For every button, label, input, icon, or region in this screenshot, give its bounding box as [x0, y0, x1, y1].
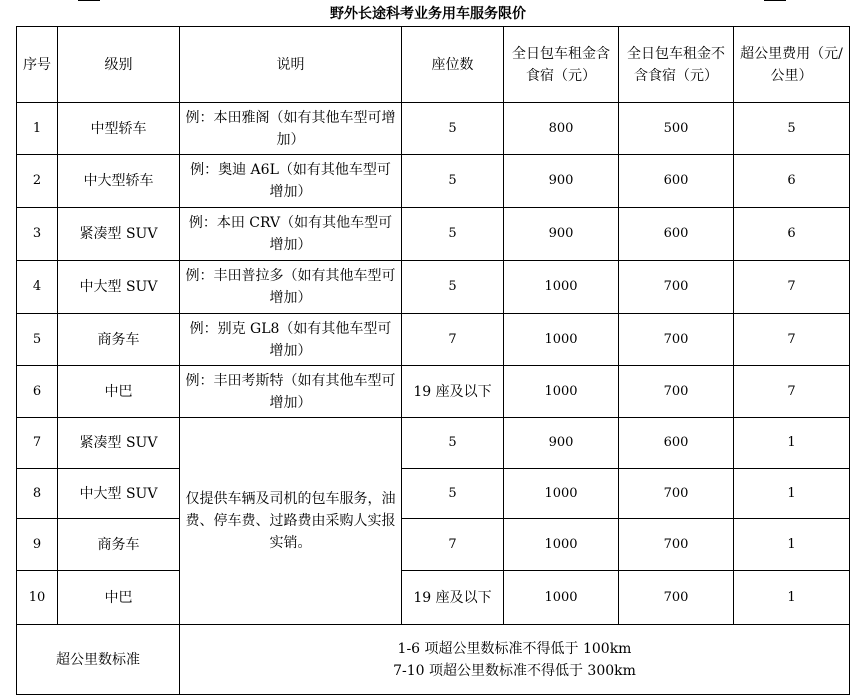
row-level: 中大型轿车: [58, 155, 180, 208]
row-index: 6: [17, 366, 58, 418]
row-extra-km-fee: 7: [734, 314, 850, 366]
row-rent-without-meals: 600: [619, 208, 734, 261]
row-seats: 5: [402, 261, 504, 314]
row-seats: 5: [402, 155, 504, 208]
header-rent-with-meals: 全日包车租金含食宿（元）: [504, 27, 619, 103]
row-desc: 例：奥迪 A6L（如有其他车型可增加）: [180, 155, 402, 208]
row-desc: 例：丰田考斯特（如有其他车型可增加）: [180, 366, 402, 418]
header-level: 级别: [58, 27, 180, 103]
header-extra-km-fee: 超公里费用（元/公里）: [734, 27, 850, 103]
row-rent-with-meals: 1000: [504, 314, 619, 366]
footer-rule-line1: 1-6 项超公里数标准不得低于 100km: [397, 640, 632, 657]
row-level: 商务车: [58, 314, 180, 366]
row-desc: 例：本田雅阁（如有其他车型可增加）: [180, 103, 402, 155]
row-level: 商务车: [58, 519, 180, 571]
row-seats: 5: [402, 418, 504, 469]
row-seats: 19 座及以下: [402, 571, 504, 625]
table-row: [17, 261, 850, 314]
row-seats: 7: [402, 314, 504, 366]
header-desc: 说明: [180, 27, 402, 103]
row-seats: 19 座及以下: [402, 366, 504, 418]
row-level: 紧凑型 SUV: [58, 208, 180, 261]
corner-mark-right: [764, 0, 786, 1]
row-index: 2: [17, 155, 58, 208]
row-level: 中大型 SUV: [58, 469, 180, 519]
row-rent-with-meals: 1000: [504, 366, 619, 418]
row-rent-without-meals: 700: [619, 366, 734, 418]
row-index: 3: [17, 208, 58, 261]
footer-rule-line2: 7-10 项超公里数标准不得低于 300km: [393, 662, 636, 679]
row-desc: 例：本田 CRV（如有其他车型可增加）: [180, 208, 402, 261]
table-row: [17, 208, 850, 261]
table-row: [17, 314, 850, 366]
row-index: 4: [17, 261, 58, 314]
table-row: [17, 418, 850, 469]
row-rent-with-meals: 1000: [504, 261, 619, 314]
row-desc: 例：别克 GL8（如有其他车型可增加）: [180, 314, 402, 366]
row-seats: 7: [402, 519, 504, 571]
table-row: [17, 155, 850, 208]
row-rent-with-meals: 1000: [504, 519, 619, 571]
row-desc: 例：丰田普拉多（如有其他车型可增加）: [180, 261, 402, 314]
header-row: [17, 27, 850, 103]
row-index: 1: [17, 103, 58, 155]
footer-rules: [180, 625, 850, 695]
row-index: 9: [17, 519, 58, 571]
row-index: 5: [17, 314, 58, 366]
row-extra-km-fee: 1: [734, 418, 850, 469]
row-extra-km-fee: 7: [734, 261, 850, 314]
table-row: [17, 103, 850, 155]
row-rent-without-meals: 700: [619, 261, 734, 314]
row-index: 10: [17, 571, 58, 625]
row-extra-km-fee: 5: [734, 103, 850, 155]
row-rent-with-meals: 900: [504, 208, 619, 261]
row-rent-with-meals: 800: [504, 103, 619, 155]
row-level: 中大型 SUV: [58, 261, 180, 314]
row-seats: 5: [402, 469, 504, 519]
table-row: [17, 571, 850, 625]
row-level: 中巴: [58, 571, 180, 625]
table-row: [17, 469, 850, 519]
table-row: [17, 366, 850, 418]
row-index: 7: [17, 418, 58, 469]
row-extra-km-fee: 1: [734, 571, 850, 625]
header-seats: 座位数: [402, 27, 504, 103]
footer-row: [17, 625, 850, 695]
row-rent-with-meals: 1000: [504, 571, 619, 625]
header-rent-without-meals: 全日包车租金不含食宿（元）: [619, 27, 734, 103]
row-rent-with-meals: 1000: [504, 469, 619, 519]
row-extra-km-fee: 1: [734, 469, 850, 519]
row-index: 8: [17, 469, 58, 519]
row-rent-without-meals: 600: [619, 418, 734, 469]
merged-desc-7-10: 仅提供车辆及司机的包车服务，油费、停车费、过路费由采购人实报实销。: [180, 418, 402, 625]
row-rent-without-meals: 600: [619, 155, 734, 208]
row-rent-without-meals: 700: [619, 519, 734, 571]
header-index: 序号: [17, 27, 58, 103]
row-level: 中巴: [58, 366, 180, 418]
row-rent-without-meals: 700: [619, 571, 734, 625]
row-extra-km-fee: 6: [734, 208, 850, 261]
row-rent-without-meals: 700: [619, 469, 734, 519]
corner-mark-left: [78, 0, 100, 1]
document-title: 野外长途科考业务用车服务限价: [330, 6, 526, 22]
row-rent-without-meals: 500: [619, 103, 734, 155]
row-level: 紧凑型 SUV: [58, 418, 180, 469]
table-row: [17, 519, 850, 571]
row-rent-with-meals: 900: [504, 155, 619, 208]
row-seats: 5: [402, 208, 504, 261]
row-seats: 5: [402, 103, 504, 155]
row-level: 中型轿车: [58, 103, 180, 155]
row-rent-without-meals: 700: [619, 314, 734, 366]
row-rent-with-meals: 900: [504, 418, 619, 469]
price-table: [16, 26, 850, 695]
row-extra-km-fee: 1: [734, 519, 850, 571]
row-extra-km-fee: 7: [734, 366, 850, 418]
row-extra-km-fee: 6: [734, 155, 850, 208]
footer-label: 超公里数标准: [17, 625, 180, 695]
